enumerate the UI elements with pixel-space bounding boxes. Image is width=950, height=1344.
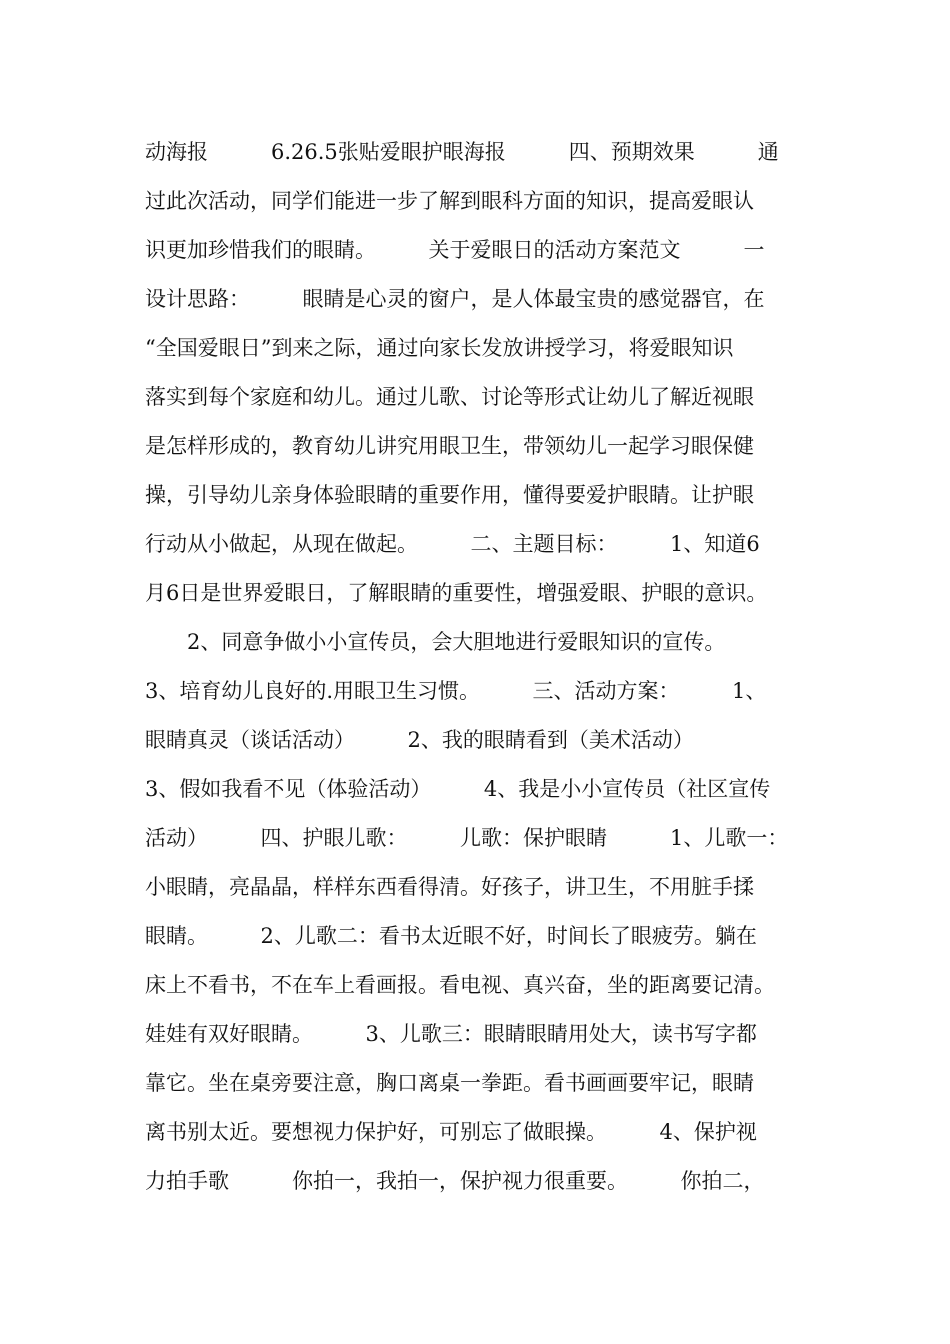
text-line-2: 过此次活动，同学们能进一步了解到眼科方面的知识，提高爱眼认 — [145, 189, 754, 213]
text-line-20: 靠它。坐在桌旁要注意，胸口离桌一拳距。看书画画要牢记，眼睛 — [145, 1071, 754, 1095]
text-line-7: 是怎样形成的，教育幼儿讲究用眼卫生，带领幼儿一起学习眼保健 — [145, 434, 754, 458]
text-line-15: 活动） 四、护眼儿歌： 儿歌：保护眼睛 1、儿歌一： — [145, 826, 789, 850]
text-line-3: 识更加珍惜我们的眼睛。 关于爱眼日的活动方案范文 一 — [145, 238, 765, 262]
text-line-22: 力拍手歌 你拍一，我拍一，保护视力很重要。 你拍二， — [145, 1169, 765, 1193]
text-line-21: 离书别太近。要想视力保护好，可别忘了做眼操。 4、保护视 — [145, 1120, 757, 1144]
text-line-6: 落实到每个家庭和幼儿。通过儿歌、讨论等形式让幼儿了解近视眼 — [145, 385, 754, 409]
text-line-4: 设计思路： 眼睛是心灵的窗户，是人体最宝贵的感觉器官，在 — [145, 287, 765, 311]
text-line-17: 眼睛。 2、儿歌二：看书太近眼不好，时间长了眼疲劳。躺在 — [145, 924, 757, 948]
text-line-9: 行动从小做起，从现在做起。 二、主题目标： 1、知道6 — [145, 532, 760, 556]
text-line-13: 眼睛真灵（谈话活动） 2、我的眼睛看到（美术活动） — [145, 728, 694, 752]
text-line-18: 床上不看书，不在车上看画报。看电视、真兴奋，坐的距离要记清。 — [145, 973, 775, 997]
text-line-16: 小眼睛，亮晶晶，样样东西看得清。好孩子，讲卫生，不用脏手揉 — [145, 875, 754, 899]
text-line-10: 月6日是世界爱眼日，了解眼睛的重要性，增强爱眼、护眼的意识。 — [145, 581, 768, 605]
text-line-14: 3、假如我看不见（体验活动） 4、我是小小宣传员（社区宣传 — [145, 777, 771, 801]
text-line-1: 动海报 6.26.5张贴爱眼护眼海报 四、预期效果 通 — [145, 140, 779, 164]
text-line-12: 3、培育幼儿良好的.用眼卫生习惯。 三、活动方案： 1、 — [145, 679, 767, 703]
text-line-5: “全国爱眼日”到来之际，通过向家长发放讲授学习，将爱眼知识 — [145, 336, 734, 360]
text-line-11: 2、同意争做小小宣传员，会大胆地进行爱眼知识的宣传。 — [145, 630, 726, 654]
text-line-19: 娃娃有双好眼睛。 3、儿歌三：眼睛眼睛用处大，读书写字都 — [145, 1022, 757, 1046]
text-line-8: 操，引导幼儿亲身体验眼睛的重要作用，懂得要爱护眼睛。让护眼 — [145, 483, 754, 507]
